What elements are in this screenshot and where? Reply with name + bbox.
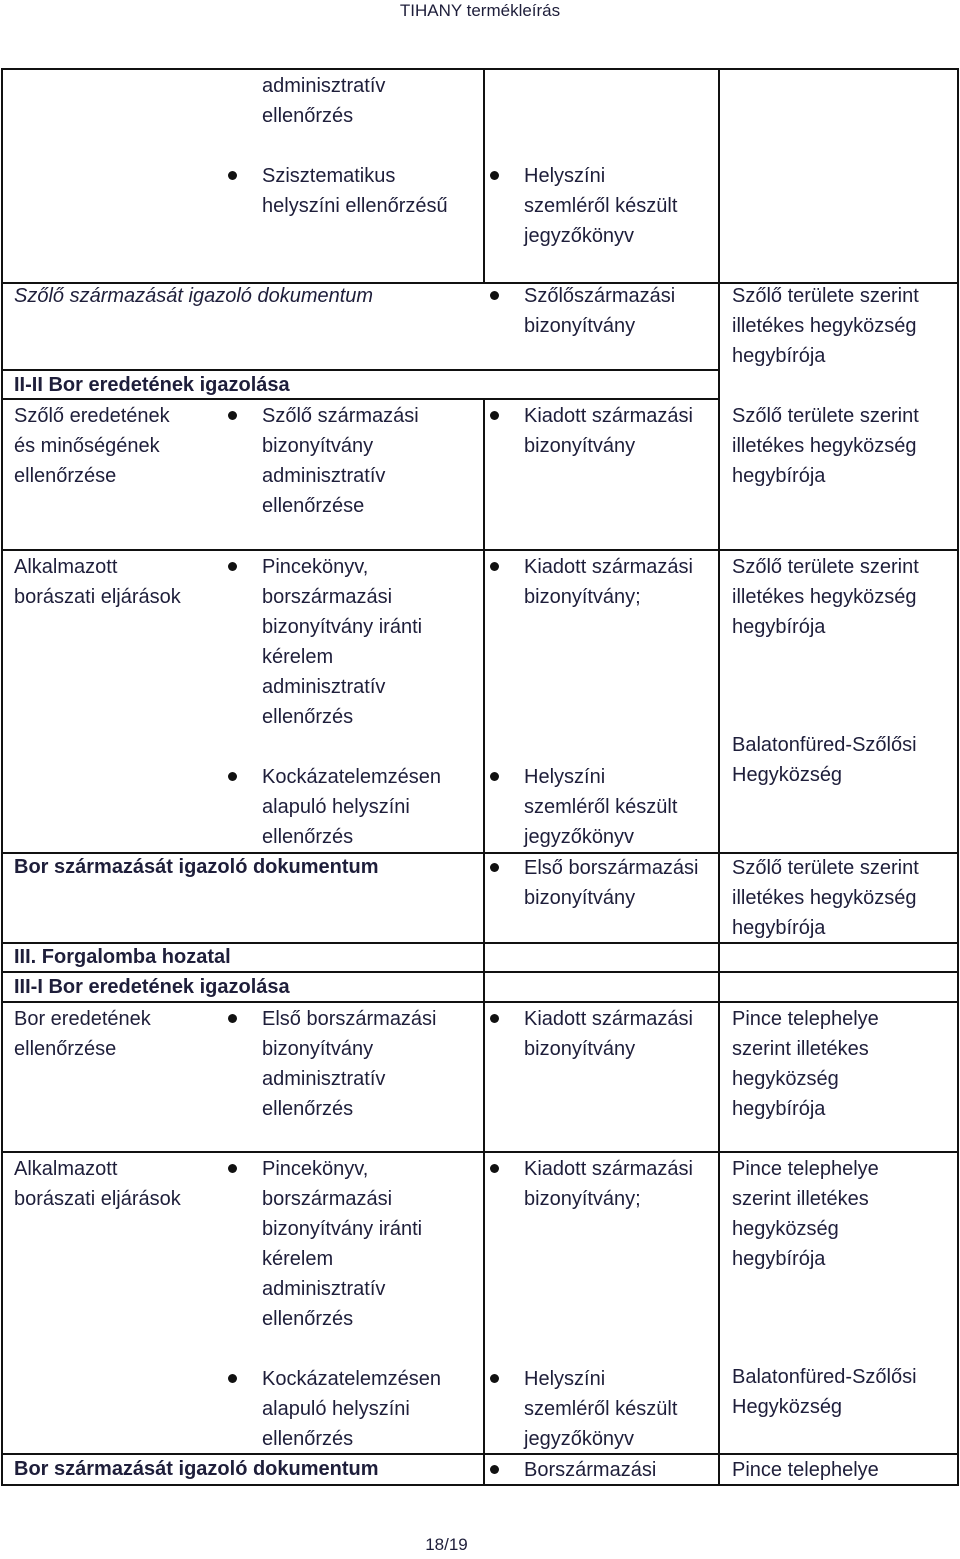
bullet-icon — [228, 1164, 237, 1173]
cell-text: Helyszíni szemléről készült jegyzőkönyv — [524, 766, 678, 848]
bullet-icon — [490, 1164, 499, 1173]
cell-text: Borszármazási — [524, 1459, 657, 1481]
table-border-top — [1, 68, 959, 70]
section-heading: III-I Bor eredetének igazolása — [14, 976, 290, 998]
bullet-icon — [490, 1374, 499, 1383]
bullet-icon — [228, 772, 237, 781]
cell-text: Szőlő területe szerint illetékes hegyközség hegybírója — [732, 857, 919, 939]
cell-text: Pince telephelye szerint illetékes hegyközség hegybírója — [732, 1008, 879, 1120]
row-divider — [1, 1151, 959, 1153]
cell-text: Kiadott származási bizonyítvány — [524, 405, 693, 457]
cell-text: Pincekönyv, borszármazási bizonyítvány iránti kérelem adminisztratív ellenőrzés — [262, 1158, 423, 1330]
cell-text: Balatonfüred-Szőlősi Hegyközség — [732, 734, 917, 786]
doc-heading: Bor származását igazoló dokumentum — [14, 856, 379, 878]
cell-text: adminisztratív ellenőrzés — [262, 75, 386, 127]
bullet-icon — [490, 863, 499, 872]
bullet-icon — [228, 562, 237, 571]
cell-text: Szőlőszármazási bizonyítvány — [524, 285, 676, 337]
cell-text: Pincekönyv, borszármazási bizonyítvány iránti kérelem adminisztratív ellenőrzés — [262, 556, 423, 728]
cell-text: Kiadott származási bizonyítvány; — [524, 1158, 693, 1210]
cell-text: Kiadott származási bizonyítvány; — [524, 556, 693, 608]
cell-text: Kiadott származási bizonyítvány — [524, 1008, 693, 1060]
section-heading: II-II Bor eredetének igazolása — [14, 374, 290, 396]
bullet-icon — [490, 562, 499, 571]
cell-text: Alkalmazott borászati eljárások — [14, 1158, 181, 1210]
cell-text: Alkalmazott borászati eljárások — [14, 556, 181, 608]
cell-text: Szisztematikus helyszíni ellenőrzésű — [262, 165, 448, 217]
cell-text: Szőlő területe szerint illetékes hegyközség hegybírója — [732, 285, 919, 367]
cell-text: Első borszármazási bizonyítvány adminisztratív ellenőrzés — [262, 1008, 437, 1120]
bullet-icon — [228, 1374, 237, 1383]
bullet-icon — [490, 1014, 499, 1023]
cell-text: Bor eredetének ellenőrzése — [14, 1008, 151, 1060]
cell-text: Pince telephelye — [732, 1459, 879, 1481]
cell-text: Helyszíni szemléről készült jegyzőkönyv — [524, 1368, 678, 1450]
section-heading: III. Forgalomba hozatal — [14, 946, 231, 968]
cell-text: Kockázatelemzésen alapuló helyszíni ellenőrzés — [262, 1368, 441, 1450]
cell-text: Balatonfüred-Szőlősi Hegyközség — [732, 1366, 917, 1418]
bullet-icon — [228, 1014, 237, 1023]
page-header: TIHANY termékleírás — [399, 1, 561, 20]
bullet-icon — [228, 411, 237, 420]
bullet-icon — [490, 291, 499, 300]
doc-heading: Bor származását igazoló dokumentum — [14, 1458, 379, 1480]
cell-text: Szőlő területe szerint illetékes hegyközség hegybírója — [732, 405, 919, 487]
col-divider-2 — [483, 69, 485, 283]
cell-text: Első borszármazási bizonyítvány — [524, 857, 699, 909]
row-divider — [1, 549, 959, 551]
bullet-icon — [490, 171, 499, 180]
bullet-icon — [490, 1465, 499, 1474]
cell-text: Helyszíni szemléről készült jegyzőkönyv — [524, 165, 678, 247]
doc-heading: Szőlő származását igazoló dokumentum — [14, 285, 374, 307]
cell-text: Pince telephelye szerint illetékes hegyközség hegybírója — [732, 1158, 879, 1270]
bullet-icon — [228, 171, 237, 180]
cell-text: Szőlő származási bizonyítvány adminisztratív ellenőrzése — [262, 405, 419, 517]
cell-text: Kockázatelemzésen alapuló helyszíni ellenőrzés — [262, 766, 441, 848]
bullet-icon — [490, 411, 499, 420]
bullet-icon — [490, 772, 499, 781]
cell-text: Szőlő területe szerint illetékes hegyközség hegybírója — [732, 556, 919, 638]
cell-text: Szőlő eredetének és minőségének ellenőrzése — [14, 405, 170, 487]
page-number: 18/19 — [425, 1535, 468, 1554]
